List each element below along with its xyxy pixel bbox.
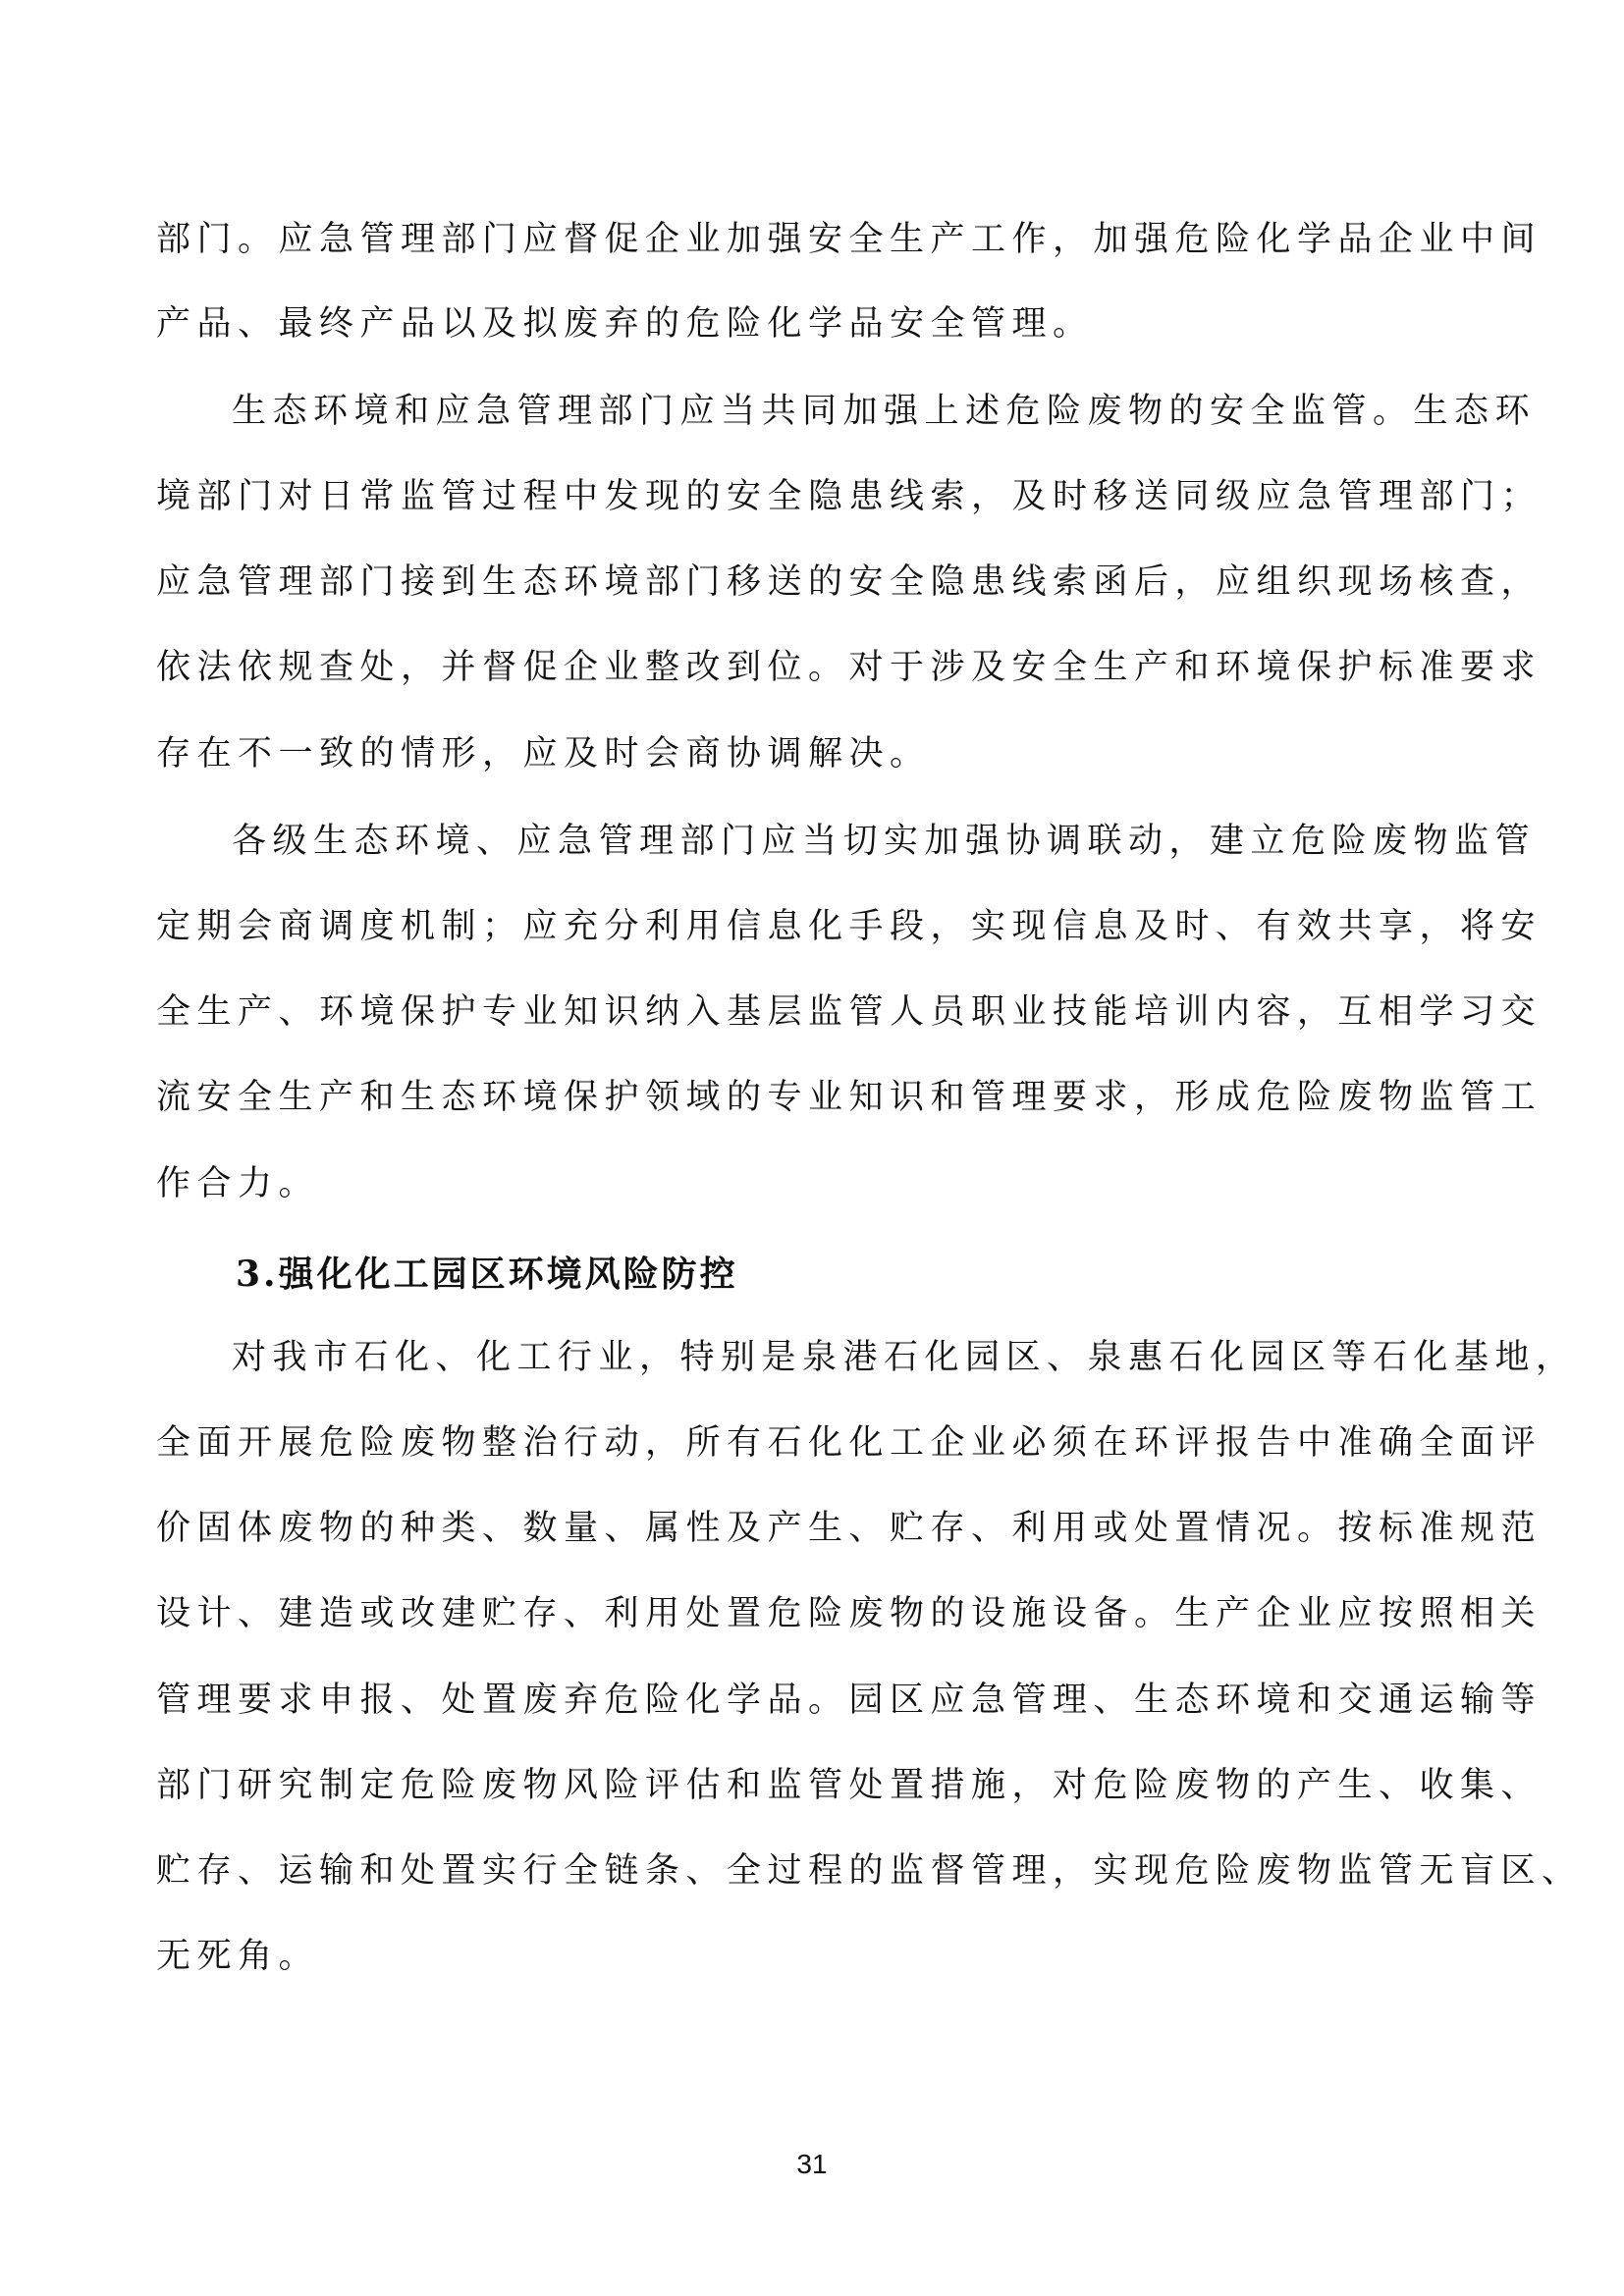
paragraph-line: 定期会商调度机制；应充分利用信息化手段，实现信息及时、有效共享，将安 (156, 907, 1543, 946)
paragraph-line: 作合力。 (156, 1164, 320, 1203)
paragraph-line: 生态环境和应急管理部门应当共同加强上述危险废物的安全监管。生态环 (232, 392, 1537, 431)
paragraph-line: 对我市石化、化工行业，特别是泉港石化园区、泉惠石化园区等石化基地， (232, 1338, 1577, 1377)
paragraph-line: 部门。应急管理部门应督促企业加强安全生产工作，加强危险化学品企业中间 (156, 220, 1543, 259)
paragraph-line: 全面开展危险废物整治行动，所有石化化工企业必须在环评报告中准确全面评 (156, 1423, 1543, 1463)
paragraph-line: 流安全生产和生态环境保护领域的专业知识和管理要求，形成危险废物监管工 (156, 1078, 1543, 1117)
paragraph-line: 无死角。 (156, 1937, 320, 1976)
paragraph-line: 应急管理部门接到生态环境部门移送的安全隐患线索函后，应组织现场核查， (156, 562, 1543, 602)
paragraph-line: 境部门对日常监管过程中发现的安全隐患线索，及时移送同级应急管理部门； (156, 477, 1543, 516)
paragraph-line: 各级生态环境、应急管理部门应当切实加强协调联动，建立危险废物监管 (232, 822, 1537, 861)
page-number: 31 (796, 2149, 828, 2179)
paragraph-line: 存在不一致的情形，应及时会商协调解决。 (156, 734, 931, 774)
paragraph-line: 依法依规查处，并督促企业整改到位。对于涉及安全生产和环境保护标准要求 (156, 648, 1543, 687)
paragraph-line: 价固体废物的种类、数量、属性及产生、贮存、利用或处置情况。按标准规范 (156, 1509, 1543, 1548)
paragraph-line: 贮存、运输和处置实行全链条、全过程的监督管理，实现危险废物监管无盲区、 (156, 1851, 1583, 1891)
paragraph-line: 设计、建造或改建贮存、利用处置危险废物的设施设备。生产企业应按照相关 (156, 1594, 1543, 1633)
paragraph-line: 管理要求申报、处置废弃危险化学品。园区应急管理、生态环境和交通运输等 (156, 1681, 1543, 1720)
section-heading: 3.强化化工园区环境风险防控 (236, 1254, 738, 1295)
paragraph-line: 产品、最终产品以及拟废弃的危险化学品安全管理。 (156, 304, 1094, 344)
paragraph-line: 部门研究制定危险废物风险评估和监管处置措施，对危险废物的产生、收集、 (156, 1766, 1543, 1805)
paragraph-line: 全生产、环境保护专业知识纳入基层监管人员职业技能培训内容，互相学习交 (156, 992, 1543, 1032)
